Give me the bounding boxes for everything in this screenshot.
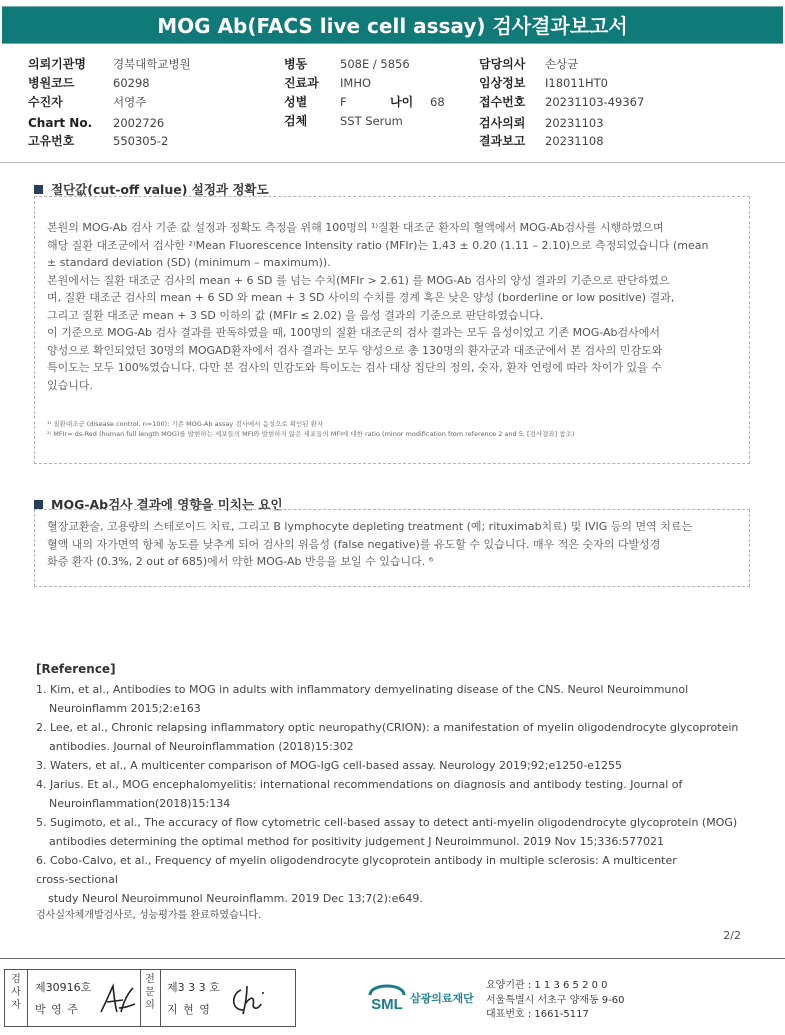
factors-line: 화증 환자 (0.3%, 2 out of 685)에서 약한 MOG-Ab 반응을 보일 수 있습니다. ⁶ [47, 555, 434, 568]
receipt-value: 20231103-49367 [545, 95, 645, 109]
hospital-code-row [28, 75, 150, 91]
confirmer-side-label: 전 문 의 [145, 974, 155, 1011]
tester-signature [97, 982, 137, 1018]
reference-item-cont: Neuroinflammation(2018)15:134 [49, 797, 231, 810]
lab-code: 요양기관 : 1 1 3 6 5 2 0 0 [486, 980, 608, 991]
dept-value: IMHO [340, 76, 372, 90]
receipt-row [479, 94, 644, 110]
section-cutoff-title: 절단값(cut-off value) 설정과 정확도 [51, 182, 269, 197]
cutoff-line: 며, 질환 대조군 검사의 mean + 6 SD 와 mean + 3 SD 사이의 수치를 경계 혹은 낮은 양성 (borderline or low positive) 결과, [47, 291, 675, 304]
sex-value: F [340, 95, 347, 109]
tester-license: 제30916호 [35, 981, 92, 994]
footnote-1: ¹⁾ 질환대조군 (disease control, n=100): 기존 MOG-Ab assay 검사에서 음성으로 확인된 환자 [47, 420, 324, 428]
cutoff-line: 본원의 MOG-Ab 검사 기준 값 설정과 정확도 측정을 위해 100명의 ¹⁾질환 대조군 환자의 혈액에서 MOG-Ab검사를 시행하였으며 [47, 221, 664, 234]
ward-row [284, 56, 410, 72]
cutoff-line: 본원에서는 질환 대조군 검사의 mean + 6 SD 를 넘는 수치(MFIr > 2.61) 를 MOG-Ab 검사의 양성 결과의 기준으로 판단하였으 [47, 273, 670, 287]
doctor-label: 담당의사 [479, 57, 526, 71]
sml-logo-icon [366, 977, 408, 1017]
specimen-label: 검체 [284, 114, 308, 128]
reference-item: 2. Lee, et al., Chronic relapsing inflammatory optic neuropathy(CRION): a manifestation of myelin oligodendrocyte glycoprotein [36, 721, 739, 734]
footnote-2: ²⁾ MFIr= ds-Red (human full length MOG)를 발현하는 세포들의 MFI와 발현하지 않은 세포들의 MFI에 대한 ratio (minor modification from reference 2 and 5, [검사결과] 참조) [47, 430, 575, 438]
request-row [479, 115, 604, 131]
request-label: 검사의뢰 [479, 116, 526, 130]
cutoff-line: 그리고 질환 대조군 mean + 3 SD 이하의 값 (MFIr ≤ 2.02) 을 음성 결과의 기준으로 판단하였습니다. [47, 308, 544, 322]
hospital-value: 경북대학교병원 [113, 57, 191, 71]
patient-label: 수진자 [28, 95, 63, 109]
age-value: 68 [430, 95, 445, 109]
clinical-row [479, 75, 608, 91]
report-label: 결과보고 [479, 134, 526, 148]
request-value: 20231103 [545, 116, 604, 130]
section-factors-box [34, 509, 750, 587]
report-row [479, 133, 604, 149]
reference-item-cont: Neuroinflamm 2015;2:e163 [49, 702, 201, 715]
footer-divider [0, 958, 785, 959]
header-divider [0, 162, 785, 163]
patient-value: 서영주 [113, 95, 147, 109]
dept-label: 진료과 [284, 76, 319, 90]
square-bullet-icon [34, 185, 43, 194]
report-title: MOG Ab(FACS live cell assay) 검사결과보고서 [2, 6, 783, 44]
age-label: 나이 [390, 95, 414, 109]
specimen-value: SST Serum [340, 114, 403, 128]
cutoff-line: 특이도는 모두 100%였습니다. 다만 본 검사의 민감도와 특이도는 검사 대상 집단의 정의, 숫자, 환자 연령에 따라 차이가 있을 수 [47, 361, 662, 374]
reference-item-cont: antibodies. Journal of Neuroinflammation (2018)15:302 [49, 740, 354, 753]
doctor-value: 손상균 [545, 57, 579, 71]
cutoff-line: ± standard deviation (SD) (minimum – maximum)). [47, 256, 331, 269]
clinical-value: I18011HT0 [545, 76, 608, 90]
unique-row [28, 133, 168, 149]
report-value: 20231108 [545, 134, 604, 148]
chart-label: Chart No. [28, 116, 93, 130]
lab-phone: 대표번호 : 1661-5117 [486, 1009, 589, 1020]
lab-name: 삼광의료재단 [410, 992, 474, 1005]
signature-divider [27, 970, 28, 1026]
receipt-label: 접수번호 [479, 95, 526, 109]
tester-side-label: 검 사 자 [11, 974, 21, 1011]
hospital-code-label: 병원코드 [28, 76, 75, 90]
lab-address: 서울특별시 서초구 양재동 9-60 [486, 994, 625, 1006]
cutoff-line: 해당 질환 대조군에서 검사한 ²⁾Mean Fluorescence Intensity ratio (MFIr)는 1.43 ± 0.20 (1.11 – 2.10)으로 측정되었습니다 (mean [47, 238, 709, 252]
cutoff-line: 있습니다. [47, 378, 94, 392]
section-factors-title: MOG-Ab검사 결과에 영향을 미치는 요인 [51, 497, 283, 512]
reference-item: 6. Cobo-Calvo, et al., Frequency of myelin oligodendrocyte glycoprotein antibody in multiple sclerosis: A multicenter [36, 854, 677, 867]
patient-info-grid [0, 54, 785, 154]
tester-name: 박 영 주 [35, 1003, 79, 1016]
section-cutoff-box [34, 196, 750, 464]
dept-row [284, 75, 371, 91]
signature-divider [160, 970, 161, 1026]
confirmer-name: 지 현 영 [167, 1003, 211, 1016]
hospital-code-value: 60298 [113, 76, 150, 90]
lab-info [486, 979, 625, 1023]
reference-item: 4. Jarius. Et al., MOG encephalomyelitis: international recommendations on diagnosis and antibody testing. Journal of [36, 778, 683, 791]
clinical-label: 임상정보 [479, 76, 526, 90]
chart-row [28, 115, 164, 131]
sex-label: 성별 [284, 95, 308, 109]
signature-box [4, 969, 296, 1027]
cutoff-line: 이 기준으로 MOG-Ab 검사 결과를 판독하였을 때, 100명의 질환 대조군의 검사 결과는 모두 음성이었고 기존 MOG-Ab검사에서 [47, 326, 661, 339]
reference-item: 3. Waters, et al., A multicenter comparison of MOG-IgG cell-based assay. Neurology 2019;92;e1250-e1255 [36, 759, 622, 772]
chart-value: 2002726 [113, 116, 165, 130]
unique-value: 550305-2 [113, 134, 169, 148]
square-bullet-icon [34, 500, 43, 509]
ward-label: 병동 [284, 57, 308, 71]
factors-line: 혈장교환술, 고용량의 스테로이드 치료, 그리고 B lymphocyte depleting treatment (예; rituximab치료) 및 IVIG 등의 면역 치료는 [47, 520, 693, 533]
confirmer-license: 제3 3 3 호 [167, 981, 220, 994]
doctor-row [479, 56, 578, 72]
reference-list [36, 680, 756, 908]
reference-item-cont: cross-sectional [36, 873, 118, 886]
cutoff-line: 양성으로 확인되었던 30명의 MOGAD환자에서 검사 결과는 모두 양성으로 총 130명의 환자군과 대조군에서 본 검사의 민감도와 [47, 343, 663, 357]
reference-item: 5. Sugimoto, et al., The accuracy of flow cytometric cell-based assay to detect anti-myelin oligodendrocyte glycoprotein (MOG) [36, 816, 738, 829]
hospital-row [28, 56, 191, 72]
lab-logo [366, 977, 484, 1017]
confirmer-signature [227, 982, 271, 1018]
patient-row [28, 94, 146, 110]
unique-label: 고유번호 [28, 134, 75, 148]
ward-value: 508E / 5856 [340, 57, 410, 71]
factors-line: 혈액 내의 자가면역 항체 농도를 낮추게 되어 검사의 위음성 (false negative)를 유도할 수 있습니다. 매우 적은 숫자의 다발성경 [47, 537, 661, 551]
reference-item: 1. Kim, et al., Antibodies to MOG in adults with inflammatory demyelinating disease of the CNS. Neurol Neuroimmunol [36, 683, 689, 696]
hospital-label: 의뢰기관명 [28, 57, 86, 71]
specimen-row [284, 113, 403, 129]
reference-item-cont: antibodies determining the optimal method for positivity judgement J Neuroimmunol. 2019 Nov 15;336:577021 [49, 835, 665, 848]
remark-text: 검사실자체개발검사로, 성능평가를 완료하였습니다. [36, 910, 262, 921]
sex-row [284, 94, 445, 110]
reference-item-cont: study Neurol Neuroimmunol Neuroinflamm. 2019 Dec 13;7(2):e649. [48, 892, 423, 905]
reference-heading: [Reference] [36, 662, 116, 676]
logo-mark: SML [371, 996, 403, 1013]
page-number: 2/2 [723, 929, 741, 942]
